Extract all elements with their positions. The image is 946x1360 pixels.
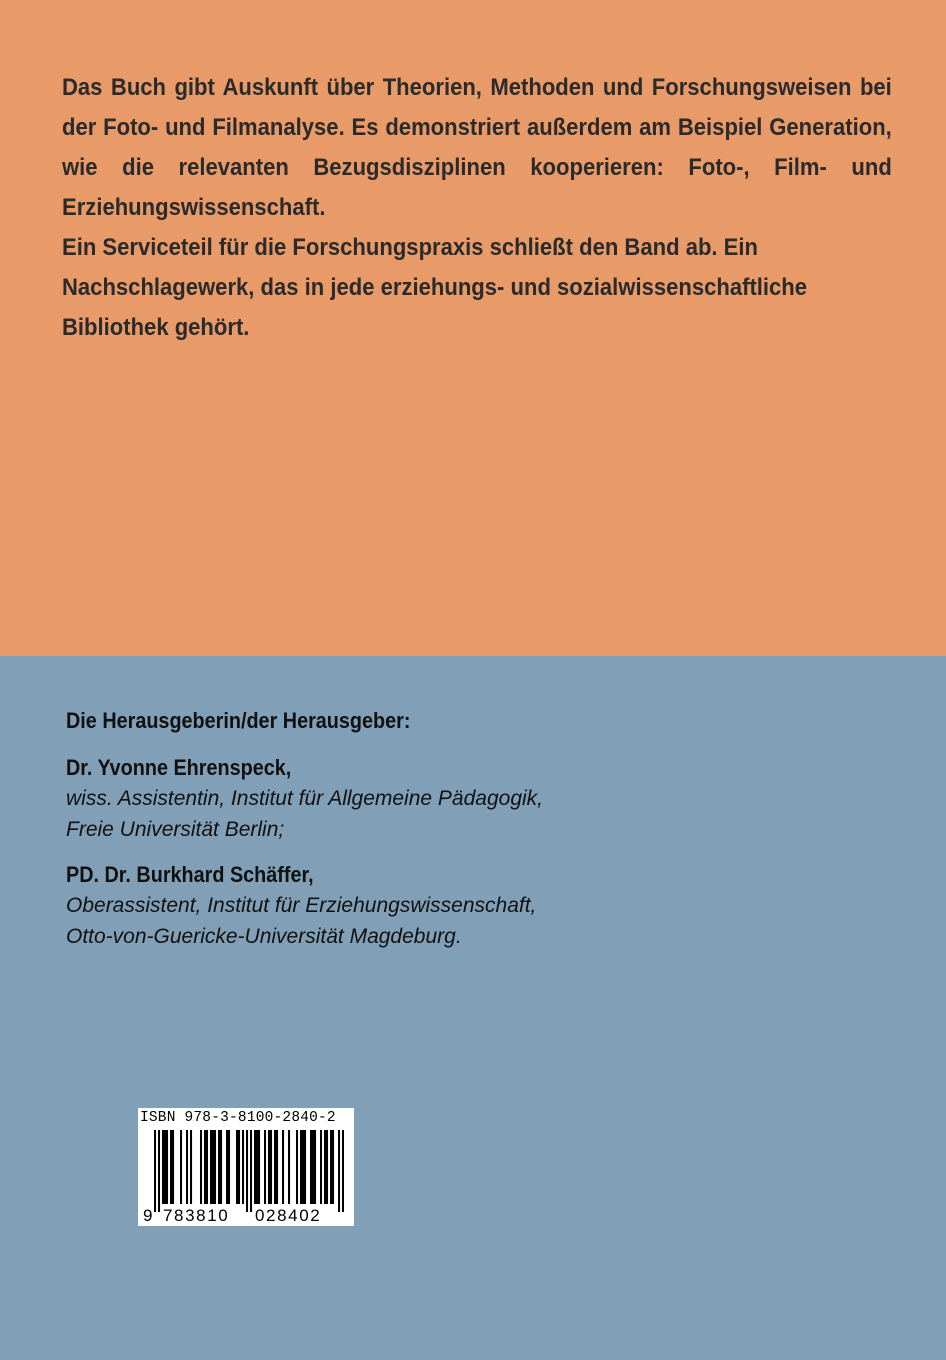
barcode-bar	[166, 1130, 168, 1204]
barcode-bar	[268, 1130, 270, 1204]
barcode-bar	[310, 1130, 312, 1204]
barcode-bar	[246, 1130, 248, 1212]
editor-entry	[66, 752, 543, 845]
barcode-bar	[220, 1130, 222, 1204]
barcode-bar	[238, 1130, 240, 1204]
barcode-bar	[338, 1130, 340, 1212]
barcode-bar	[304, 1130, 306, 1204]
barcode-bar	[288, 1130, 290, 1204]
barcode-bar	[254, 1130, 256, 1204]
barcode-bar	[158, 1130, 160, 1212]
editor-position: Oberassistent, Institut für Erziehungswissenschaft,	[66, 894, 537, 917]
barcode-bar	[270, 1130, 272, 1204]
editors-heading: Die Herausgeberin/der Herausgeber:	[66, 708, 411, 733]
barcode-bar	[162, 1130, 164, 1204]
ean-first-digit: 9	[143, 1206, 153, 1225]
barcode-bar	[228, 1130, 230, 1204]
barcode-bar	[296, 1130, 298, 1204]
barcode-bar	[206, 1130, 208, 1204]
barcode-bar	[330, 1130, 332, 1204]
barcode-bar	[154, 1130, 156, 1212]
editors-section	[66, 708, 543, 966]
barcode-bar	[242, 1130, 244, 1204]
isbn-barcode	[138, 1108, 354, 1226]
barcode-bar	[204, 1130, 206, 1204]
editor-institution: Otto-von-Guericke-Universität Magdeburg.	[66, 925, 462, 948]
barcode-bar	[274, 1130, 276, 1204]
barcode-bar	[200, 1130, 202, 1204]
barcode-bar	[314, 1130, 316, 1204]
barcode-bar	[170, 1130, 172, 1204]
barcode-bar	[264, 1130, 266, 1204]
barcode-bars	[154, 1130, 344, 1212]
top-panel	[0, 0, 946, 656]
barcode-bar	[236, 1130, 238, 1204]
barcode-bar	[214, 1130, 216, 1204]
isbn-label: ISBN 978-3-8100-2840-2	[140, 1110, 336, 1126]
barcode-bar	[250, 1130, 252, 1212]
barcode-bar	[302, 1130, 304, 1204]
barcode-bar	[324, 1130, 326, 1204]
barcode-bar	[276, 1130, 278, 1204]
ean-group-2: 028402	[255, 1206, 322, 1225]
barcode-bar	[190, 1130, 192, 1204]
barcode-bar	[226, 1130, 228, 1204]
editor-entry	[66, 859, 543, 952]
editor-institution: Freie Universität Berlin;	[66, 818, 285, 841]
barcode-bar	[164, 1130, 166, 1204]
barcode-bar	[342, 1130, 344, 1212]
blurb-paragraph-2: Ein Serviceteil für die Forschungspraxis schließt den Band ab. Ein Nachschlagewerk, das in jede erziehungs- und sozialwissenschaftliche Bibliothek gehört.	[62, 234, 808, 341]
blurb-text	[62, 68, 892, 348]
blurb-paragraph-1: Das Buch gibt Auskunft über Theorien, Methoden und Forschungsweisen bei der Foto- und Filmanalyse. Es demonstriert außerdem am Beispiel Generation, wie die relevanten Bezugsdisziplinen kooperieren: Foto-, Film- und Erziehungswissenschaft.	[62, 74, 892, 221]
editor-position: wiss. Assistentin, Institut für Allgemeine Pädagogik,	[66, 787, 544, 810]
ean-group-1: 783810	[163, 1206, 230, 1225]
barcode-bar	[320, 1130, 322, 1204]
barcode-bar	[256, 1130, 258, 1204]
barcode-bar	[180, 1130, 182, 1204]
editor-name: PD. Dr. Burkhard Schäffer,	[66, 862, 314, 887]
barcode-bar	[210, 1130, 212, 1204]
barcode-bar	[326, 1130, 328, 1204]
barcode-bar	[300, 1130, 302, 1204]
barcode-bar	[172, 1130, 174, 1204]
barcode-bar	[218, 1130, 220, 1204]
barcode-bar	[332, 1130, 334, 1204]
editor-name: Dr. Yvonne Ehrenspeck,	[66, 755, 292, 780]
barcode-bar	[258, 1130, 260, 1204]
barcode-bar	[186, 1130, 188, 1204]
barcode-bar	[312, 1130, 314, 1204]
barcode-bar	[212, 1130, 214, 1204]
barcode-bar	[282, 1130, 284, 1204]
